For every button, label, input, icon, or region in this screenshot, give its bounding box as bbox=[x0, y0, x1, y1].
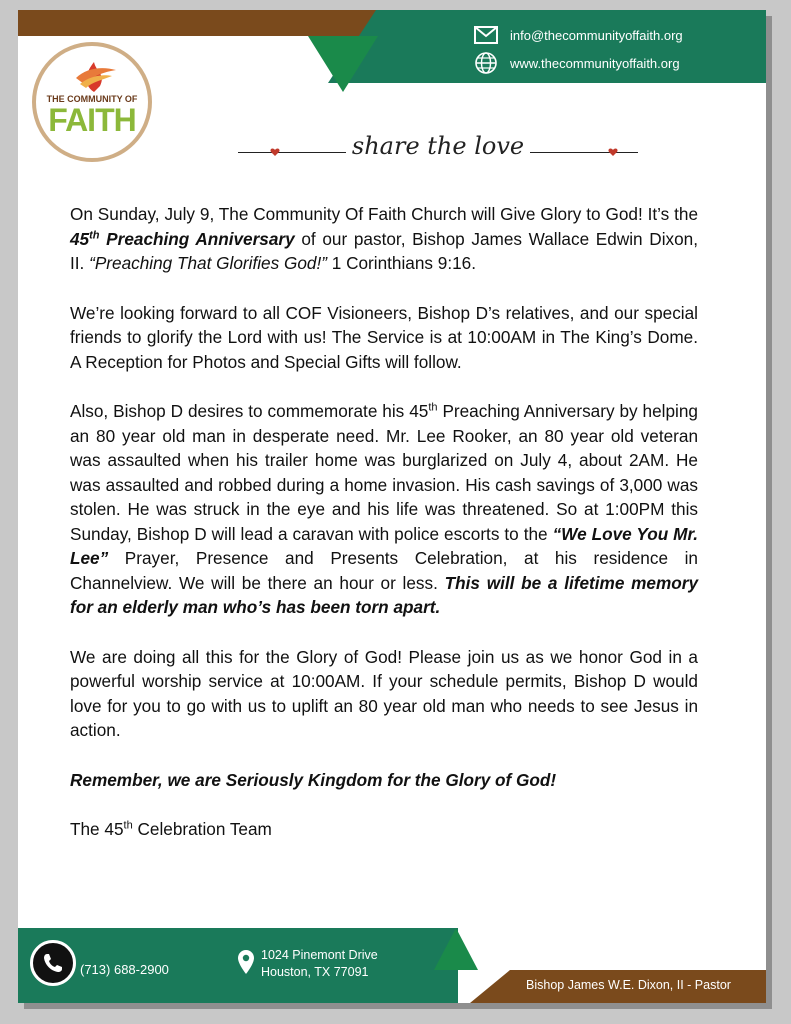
paragraph-1 bbox=[70, 202, 698, 276]
p3-bold-italic: “We Love You Mr. Lee” bbox=[70, 523, 698, 568]
p1-quote: “Preaching That Glorifies God!” bbox=[89, 253, 327, 273]
address-line-2: Houston, TX 77091 bbox=[261, 965, 369, 979]
p3-text-c: Prayer, Presence and Presents Celebration, at his residence in Channelview. We will be there an hour or less. bbox=[70, 548, 698, 593]
phone-icon bbox=[30, 940, 76, 986]
flame-icon bbox=[64, 54, 124, 94]
p3-superscript: th bbox=[428, 401, 438, 414]
share-the-love-banner bbox=[228, 132, 648, 172]
letter-page bbox=[18, 10, 766, 1003]
envelope-icon bbox=[474, 26, 498, 44]
logo-top-text: THE COMMUNITY OF bbox=[46, 94, 138, 104]
address bbox=[261, 947, 378, 981]
p1-number: 45 bbox=[70, 228, 90, 249]
website-link[interactable]: www.thecommunityoffaith.org bbox=[510, 55, 680, 71]
p1-anniversary-emphasis bbox=[70, 229, 295, 249]
p6-text-b: Celebration Team bbox=[132, 819, 272, 839]
pastor-name: Bishop James W.E. Dixon, II - Pastor bbox=[526, 978, 731, 992]
paragraph-2: We’re looking forward to all COF Visioneers, Bishop D’s relatives, and our special friends to glorify the Lord with us! The Service is at 10:00AM in The King’s Dome. A Reception for Photos and Special Gifts will follow. bbox=[70, 302, 698, 372]
paragraph-4: We are doing all this for the Glory of God! Please join us as we honor God in a powerful worship service at 10:00AM. If your schedule permits, Bishop D would love for you to go with us to uplift an 80 year old man who needs to see Jesus in action. bbox=[70, 646, 698, 740]
p3-bold-italic-2: This will be a lifetime memory for an elderly man who’s has been torn apart. bbox=[70, 572, 699, 617]
signature-line bbox=[70, 817, 698, 842]
header-contact bbox=[474, 24, 683, 80]
p1-text-b: of our pastor, Bishop James Wallace Edwin Dixon, II. bbox=[70, 228, 699, 273]
phone-number[interactable]: (713) 688-2900 bbox=[80, 962, 169, 977]
p1-text-a: On Sunday, July 9, The Community Of Faith Church will Give Glory to God! It’s the bbox=[70, 204, 698, 224]
paragraph-5: Remember, we are Seriously Kingdom for the Glory of God! bbox=[70, 769, 557, 790]
share-the-love-text: share the love bbox=[346, 132, 530, 160]
p6-superscript: th bbox=[123, 819, 133, 832]
heart-icon-right bbox=[608, 147, 618, 157]
header-green-triangle bbox=[308, 36, 378, 92]
p1-bold-italic: Preaching Anniversary bbox=[99, 228, 295, 249]
p1-text-c: 1 Corinthians 9:16. bbox=[326, 253, 477, 273]
p3-text-a: Also, Bishop D desires to commemorate his 45 bbox=[70, 401, 429, 421]
footer-green-triangle bbox=[434, 928, 478, 970]
heart-icon-left bbox=[270, 147, 280, 157]
letter-body bbox=[70, 202, 698, 867]
p1-superscript: th bbox=[89, 228, 100, 241]
email-row[interactable] bbox=[474, 24, 683, 46]
logo-main-text: FAITH bbox=[48, 102, 136, 138]
church-logo bbox=[32, 42, 152, 162]
location-pin-icon bbox=[238, 950, 254, 974]
email-link[interactable]: info@thecommunityoffaith.org bbox=[510, 27, 683, 43]
p3-text-b: Preaching Anniversary by helping an 80 year old man in desperate need. Mr. Lee Rooker, an 80 year old veteran was assaulted when his trailer home was burglarized on July 4, about 2AM. He was assaulted and robbed during a home invasion. His cash savings of 3,000 was stolen. He was struck in the eye and his life was threatened. So at 1:00PM this Sunday, Bishop D will lead a caravan with police escorts to the bbox=[70, 401, 698, 544]
paragraph-3 bbox=[70, 399, 698, 620]
address-line-1: 1024 Pinemont Drive bbox=[261, 948, 378, 962]
globe-icon bbox=[474, 51, 498, 75]
header-brown-band bbox=[18, 10, 378, 36]
website-row[interactable] bbox=[474, 52, 683, 74]
p6-text-a: The 45 bbox=[70, 819, 124, 839]
